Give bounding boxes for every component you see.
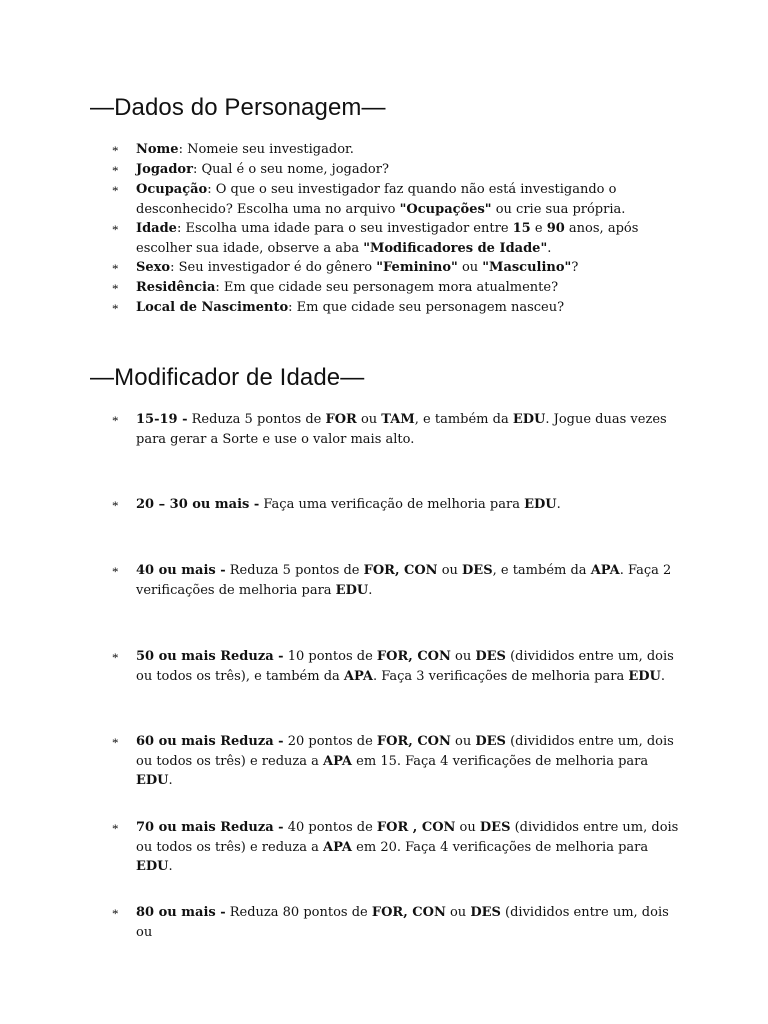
bold-term: EDU <box>136 859 169 874</box>
field-label-local-de-nascimento: Local de Nascimento <box>136 300 289 315</box>
modifier-description: (divididos entre um, dois ou todos os três) e reduza a <box>136 734 674 769</box>
modifier-description: 40 pontos de <box>283 820 377 835</box>
bold-term: APA <box>590 563 620 578</box>
bullet-marker: * <box>112 821 119 836</box>
bullet-marker: * <box>112 301 119 316</box>
bold-term: APA <box>323 753 353 769</box>
bold-term: DES <box>475 734 506 749</box>
modifier-description: ou <box>450 649 476 664</box>
modifier-description: . Faça 2 verificações de melhoria para <box>136 563 672 598</box>
bold-term: EDU <box>512 412 546 427</box>
bullet-marker: * <box>112 906 119 921</box>
modifier-description: . <box>168 859 173 874</box>
bullet-marker: * <box>112 498 119 513</box>
bullet-marker: * <box>112 413 119 428</box>
list-item-text <box>136 180 681 219</box>
section-title-dados-do-personagem: —Dados do Personagem— <box>90 94 386 121</box>
modifier-description: , e também da <box>414 412 513 427</box>
field-label-residencia: Residência <box>136 280 216 295</box>
age-range-label: 50 ou mais Reduza - <box>136 649 284 664</box>
field-label-ocupacao: Ocupação <box>136 182 208 197</box>
field-label-jogador: Jogador <box>136 162 193 177</box>
bullet-marker: * <box>112 163 119 178</box>
modifier-description: (divididos entre um, dois ou <box>136 905 669 940</box>
age-range-label: 60 ou mais Reduza - <box>136 734 284 749</box>
modifier-description: Reduza 5 pontos de <box>187 412 326 427</box>
field-label-nome: Nome <box>136 142 179 157</box>
bullet-marker: * <box>112 183 119 198</box>
bold-term: FOR, CON <box>363 563 438 578</box>
bold-term: "Ocupações" <box>399 201 492 217</box>
field-description: e <box>530 221 547 236</box>
bold-term: APA <box>323 839 353 855</box>
modifier-description: 10 pontos de <box>283 649 377 664</box>
list-item-text <box>136 561 681 600</box>
bold-term: DES <box>470 905 501 920</box>
modifier-description: . Jogue duas vezes para gerar a Sorte e use o valor mais alto. <box>136 412 667 447</box>
modifier-description: . <box>368 582 373 598</box>
bold-term: "Modificadores de Idade" <box>363 240 548 256</box>
bold-term: FOR , CON <box>376 820 456 835</box>
bullet-marker: * <box>112 564 119 579</box>
modifier-description: Reduza 80 pontos de <box>225 905 372 920</box>
modifier-description: . <box>168 773 173 788</box>
modifier-description: Reduza 5 pontos de <box>225 563 364 578</box>
bold-term: FOR, CON <box>371 905 446 920</box>
age-range-label: 20 – 30 ou mais - <box>136 497 260 512</box>
bold-term: FOR, CON <box>376 649 451 664</box>
bold-term: "Feminino" <box>376 260 458 275</box>
list-item-text <box>136 647 681 686</box>
modifier-description: (divididos entre um, dois ou todos os três) e reduza a <box>136 820 679 855</box>
bold-term: EDU <box>628 668 661 684</box>
bold-term: "Masculino" <box>482 260 572 275</box>
field-description: : Em que cidade seu personagem mora atualmente? <box>215 280 559 295</box>
modifier-description: ou <box>455 820 480 835</box>
section-title-modificador-de-idade: —Modificador de Idade— <box>90 364 365 391</box>
modifier-description: (divididos entre um, dois ou todos os três), e também da <box>136 649 674 684</box>
field-description: : Escolha uma idade para o seu investigador entre <box>176 221 513 236</box>
list-item-text <box>136 160 681 180</box>
modifier-description: ou <box>450 734 476 749</box>
modifier-description: 20 pontos de <box>283 734 377 749</box>
bold-term: EDU <box>524 497 557 512</box>
bold-term: EDU <box>136 773 169 788</box>
modifier-description: ou <box>356 412 382 427</box>
modifier-description: . <box>556 497 561 512</box>
bold-term: 90 <box>546 221 565 236</box>
list-item-text <box>136 495 681 515</box>
age-range-label: 80 ou mais - <box>136 905 226 920</box>
list-item-text <box>136 818 681 877</box>
bold-term: TAM <box>381 412 415 427</box>
age-range-label: 40 ou mais - <box>136 563 226 578</box>
age-range-label: 15-19 - <box>136 412 188 427</box>
list-item-text <box>136 140 681 160</box>
field-description: anos, após escolher sua idade, observe a aba <box>136 221 639 256</box>
modifier-description: . <box>660 668 665 684</box>
field-description: ou <box>457 260 483 275</box>
bold-term: DES <box>462 563 493 578</box>
modifier-description: . Faça 3 verificações de melhoria para <box>372 668 629 684</box>
bold-term: DES <box>475 649 506 664</box>
bold-term: EDU <box>335 582 369 598</box>
list-item-text <box>136 278 681 298</box>
field-description: ? <box>571 260 579 275</box>
field-description: : O que o seu investigador faz quando não está investigando o desconhecido? Escolha uma no arquivo <box>136 182 617 217</box>
list-item-text <box>136 903 681 942</box>
modifier-description: , e também da <box>492 563 591 578</box>
field-label-idade: Idade <box>136 221 177 236</box>
modifier-description: em 15. Faça 4 verificações de melhoria para <box>352 753 649 769</box>
list-item-text <box>136 258 681 278</box>
bullet-marker: * <box>112 222 119 237</box>
field-description: : Seu investigador é do gênero <box>170 260 377 275</box>
bullet-marker: * <box>112 281 119 296</box>
bullet-marker: * <box>112 261 119 276</box>
bold-term: APA <box>343 668 373 684</box>
modifier-description: em 20. Faça 4 verificações de melhoria para <box>352 839 649 855</box>
modifier-description: Faça uma verificação de melhoria para <box>259 497 525 512</box>
bold-term: FOR, CON <box>376 734 451 749</box>
field-description: : Em que cidade seu personagem nasceu? <box>288 300 565 315</box>
list-item-text <box>136 732 681 791</box>
list-item-text <box>136 219 681 258</box>
modifier-description: ou <box>437 563 463 578</box>
field-description: : Nomeie seu investigador. <box>178 142 354 157</box>
bold-term: DES <box>479 820 511 835</box>
bullet-marker: * <box>112 143 119 158</box>
bold-term: 15 <box>512 221 531 236</box>
bold-term: FOR <box>325 412 357 427</box>
modifier-description: ou <box>445 905 471 920</box>
bullet-marker: * <box>112 735 119 750</box>
field-description: . <box>547 240 552 256</box>
bullet-marker: * <box>112 650 119 665</box>
field-description: : Qual é o seu nome, jogador? <box>192 162 389 177</box>
field-description: ou crie sua própria. <box>491 201 626 217</box>
age-range-label: 70 ou mais Reduza - <box>136 820 284 835</box>
field-label-sexo: Sexo <box>136 260 171 275</box>
list-item-text <box>136 410 681 449</box>
list-item-text <box>136 298 681 318</box>
